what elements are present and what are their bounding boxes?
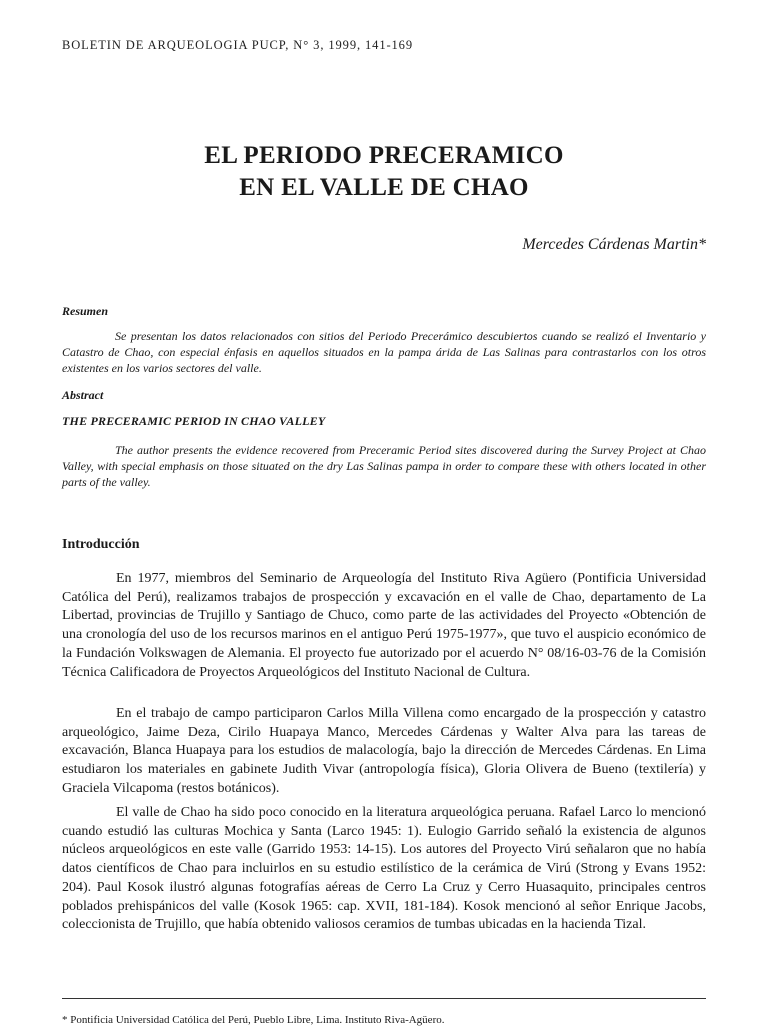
article-title-line-1: EL PERIODO PRECERAMICO <box>204 142 564 169</box>
author-name: Mercedes Cárdenas Martin* <box>522 236 706 253</box>
footnote: * Pontificia Universidad Católica del Perú, Pueblo Libre, Lima. Instituto Riva-Agüero. <box>62 1014 445 1026</box>
abstract-title: THE PRECERAMIC PERIOD IN CHAO VALLEY <box>62 414 326 428</box>
body-paragraph: En 1977, miembros del Seminario de Arqueología del Instituto Riva Agüero (Pontificia Universidad Católica del Perú), realizamos trabajos de prospección y excavación en el valle de Chao, departamento de La Libertad, provincias de Trujillo y Santiago de Chuco, como parte de las actividades del Proyecto «Obtención de una cronología del uso de los recursos marinos en el antiguo Perú 1975-1977», que tuvo el auspicio económico de la Fundación Volkswagen de Alemania. El proyecto fue autorizado por el acuerdo N° 08/16-03-76 de la Comisión Técnica Calificadora de Proyectos Arqueológicos del Instituto Nacional de Cultura. <box>62 571 706 680</box>
resumen-label: Resumen <box>62 304 109 318</box>
footnote-divider <box>62 998 706 999</box>
abstract-text: The author presents the evidence recovered from Preceramic Period sites discovered during the Survey Project at Chao Valley, with special emphasis on those situated on the dry Las Salinas pampa in order to compare these with others located in other parts of the valley. <box>62 443 706 489</box>
body-paragraph: El valle de Chao ha sido poco conocido en la literatura arqueológica peruana. Rafael Larco lo mencionó cuando estudió las culturas Mochica y Santa (Larco 1945: 1). Eulogio Garrido señaló la existencia de algunos núcleos arqueológicos en este valle (Garrido 1953: 14-15). Los autores del Proyecto Virú señalaron que no había datos científicos de Chao para incluirlos en su estudio estilístico de la cerámica de Virú (Strong y Evans 1952: 204). Paul Kosok ilustró algunas fotografías aéreas de Cerro La Cruz y Cerro Huasaquito, principales centros poblados prehispánicos del valle (Kosok 1965: cap. XVII, 181-184). Kosok mencionó al señor Enrique Jacobs, coleccionista de Trujillo, que había obtenido valiosos ceramios de tumbas ubicadas en la hacienda Tizal. <box>62 805 706 933</box>
section-heading-introduccion: Introducción <box>62 537 140 552</box>
abstract-label: Abstract <box>62 388 104 402</box>
body-paragraph: En el trabajo de campo participaron Carlos Milla Villena como encargado de la prospección y catastro arqueológico, Jaime Deza, Cirilo Huapaya Manco, Mercedes Cárdenas y Walter Alva para las tareas de excavación, Blanca Huapaya para los estudios de malacología, bajo la dirección de Mercedes Cárdenas. En Lima estudiaron los materiales en gabinete Judith Vivar (antropología física), Gloria Olivera de Bueno (textilería) y Graciela Vilcapoma (restos botánicos). <box>62 706 706 796</box>
running-head: BOLETIN DE ARQUEOLOGIA PUCP, N° 3, 1999, 141-169 <box>62 38 413 52</box>
article-title-line-2: EN EL VALLE DE CHAO <box>239 174 529 201</box>
resumen-text: Se presentan los datos relacionados con sitios del Periodo Precerámico descubiertos cuando se realizó el Inventario y Catastro de Chao, con especial énfasis en aquellos situados en la pampa árida de Las Salinas para contrastarlos con los otros existentes en los varios sectores del valle. <box>62 329 706 375</box>
